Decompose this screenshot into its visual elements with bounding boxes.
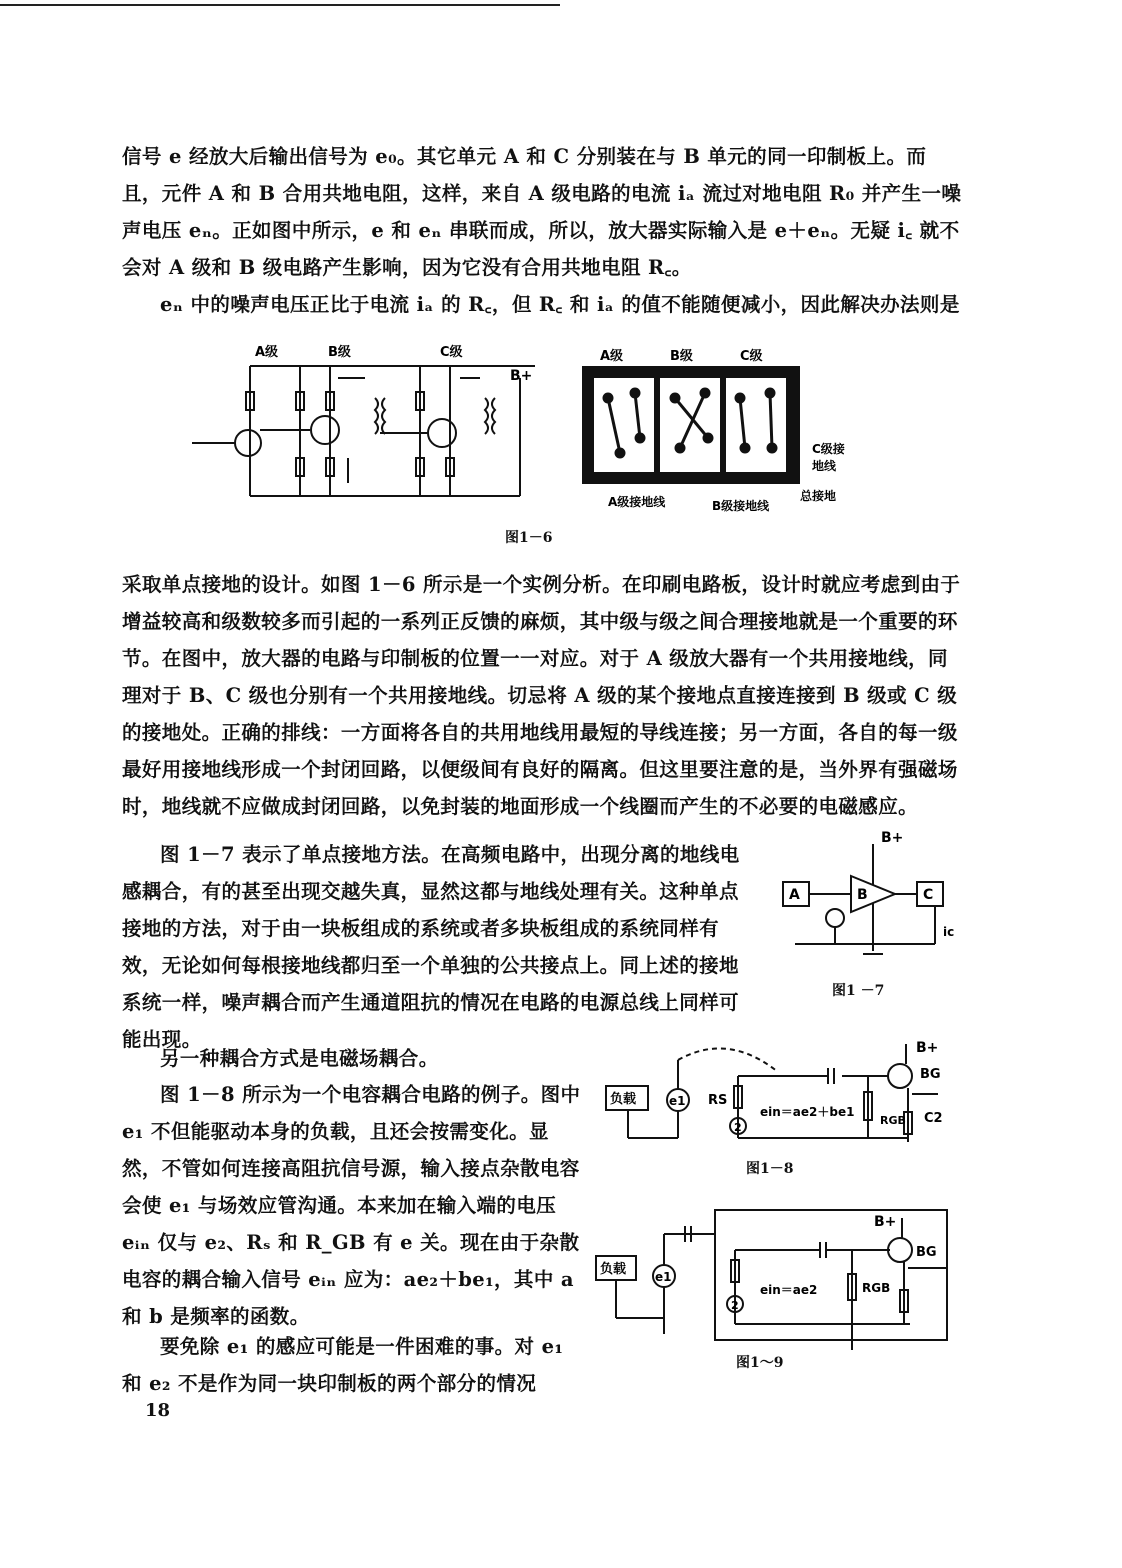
figure-1-9-drawing	[590, 1200, 960, 1350]
fig18-load: 负载	[610, 1092, 637, 1107]
fig16-main-ground: 总接地	[800, 489, 837, 503]
figure-1-9	[590, 1200, 960, 1350]
fig16-board-b: B级	[670, 349, 693, 364]
fig16-a-ground: A级接地线	[608, 495, 666, 509]
fig16-caption: 图1－6	[505, 530, 553, 546]
fig18-e2: 2	[734, 1121, 742, 1134]
fig19-e2: 2	[731, 1299, 739, 1312]
fig18-c2: C2	[924, 1111, 943, 1126]
fig19-caption: 图1～9	[736, 1355, 784, 1371]
figure-1-7	[775, 826, 965, 966]
fig19-rgb: RGB	[862, 1281, 891, 1295]
paragraph-6: 图 1－8 所示为一个电容耦合电路的例子。图中 e₁ 不但能驱动本身的负载，且还会按需变化。显然，不管如何连接高阻抗信号源，输入接点杂散电容会使 e₁ 与场效应管沟通。本来加在输入端的电压 eᵢₙ 仅与 e₂、Rₛ 和 R_GB 有 e 关。现在由于杂散电容的耦合输入信号 eᵢₙ 应为：ae₂＋be₁，其中 a 和 b 是频率的函数。	[122, 1083, 581, 1328]
fig16-board-c: C级	[740, 349, 763, 364]
paragraph-1: 信号 e 经放大后输出信号为 e₀。其它单元 A 和 C 分别装在与 B 单元的同一印制板上。而且，元件 A 和 B 合用共地电阻，这样，来自 A 级电路的电流 iₐ 流过对地电阻 R₀ 并产生一噪声电压 eₙ。正如图中所示，e 和 eₙ 串联而成，所以，放大器实际输入是 e＋eₙ。无疑 i꜀ 就不会对 A 级和 B 级电路产生影响，因为它没有合用共地电阻 R꜀。	[122, 145, 962, 279]
fig19-ein: ein＝ae2	[760, 1283, 818, 1297]
fig16-board-a: A级	[600, 349, 624, 364]
top-rule	[0, 4, 560, 6]
fig18-rgb: RGB	[880, 1114, 906, 1127]
fig19-bg: BG	[916, 1245, 937, 1260]
paragraph-4: 图 1－7 表示了单点接地方法。在高频电路中，出现分离的地线电感耦合，有的甚至出现交越失真，显然这都与地线处理有关。这种单点接地的方法，对于由一块板组成的系统或者多块板组成的系统同样有效，无论如何每根接地线都归至一个单独的公共接点上。同上述的接地系统一样，噪声耦合而产生通道阻抗的情况在电路的电源总线上同样可能出现。	[122, 843, 740, 1051]
fig16-stage-c: C级	[440, 345, 463, 360]
fig18-bplus: B+	[916, 1040, 939, 1056]
fig17-a: A	[789, 887, 800, 903]
fig16-stage-b: B级	[328, 345, 351, 360]
paragraph-3: 采取单点接地的设计。如图 1－6 所示是一个实例分析。在印刷电路板，设计时就应考虑到由于增益较高和级数较多而引起的一系列正反馈的麻烦，其中级与级之间合理接地就是一个重要的环节。在图中，放大器的电路与印制板的位置一一对应。对于 A 级放大器有一个共用接地线，同理对于 B、C 级也分别有一个共用接地线。切忌将 A 级的某个接地点直接连接到 B 级或 C 级的接地处。正确的排线：一方面将各自的共用地线用最短的导线连接；另一方面，各自的每一级最好用接地线形成一个封闭回路，以便级间有良好的隔离。但这里要注意的是，当外界有强磁场时，地线就不应做成封闭回路，以免封装的地面形成一个线圈而产生的不必要的电磁感应。	[122, 573, 961, 818]
fig17-b: B	[857, 887, 868, 903]
fig19-e1: e1	[655, 1270, 672, 1284]
figure-1-8	[598, 1032, 968, 1160]
paragraph-2: eₙ 中的噪声电压正比于电流 iₐ 的 R꜀，但 R꜀ 和 iₐ 的值不能随便减小，因此解决办法则是	[160, 293, 960, 316]
fig16-b-ground: B级接地线	[712, 499, 770, 513]
figure-1-7-drawing	[775, 826, 965, 966]
fig17-bplus: B+	[881, 830, 904, 846]
fig18-e1: e1	[669, 1094, 686, 1108]
fig19-bplus: B+	[874, 1214, 897, 1230]
fig17-caption: 图1 －7	[832, 983, 885, 999]
figure-1-8-drawing	[598, 1032, 968, 1160]
fig18-caption: 图1－8	[746, 1161, 794, 1177]
fig17-ic: ic	[943, 925, 955, 939]
paragraph-5: 另一种耦合方式是电磁场耦合。	[160, 1047, 439, 1070]
fig16-bplus: B+	[510, 368, 533, 384]
fig17-c: C	[923, 887, 934, 903]
fig16-stage-a: A级	[255, 345, 279, 360]
fig18-bg: BG	[920, 1067, 941, 1082]
fig18-rs: RS	[708, 1093, 728, 1108]
fig18-ein: ein＝ae2＋be1	[760, 1105, 855, 1119]
page-number: 18	[145, 1400, 171, 1421]
figure-1-6-drawing	[180, 338, 880, 528]
fig19-load: 负载	[600, 1262, 627, 1277]
fig16-c-ground: C级接	[812, 442, 845, 456]
figure-1-6	[180, 338, 880, 528]
fig16-c-ground-2: 地线	[812, 459, 837, 473]
paragraph-7: 要免除 e₁ 的感应可能是一件困难的事。对 e₁ 和 e₂ 不是作为同一块印制板的两个部分的情况	[122, 1335, 564, 1395]
